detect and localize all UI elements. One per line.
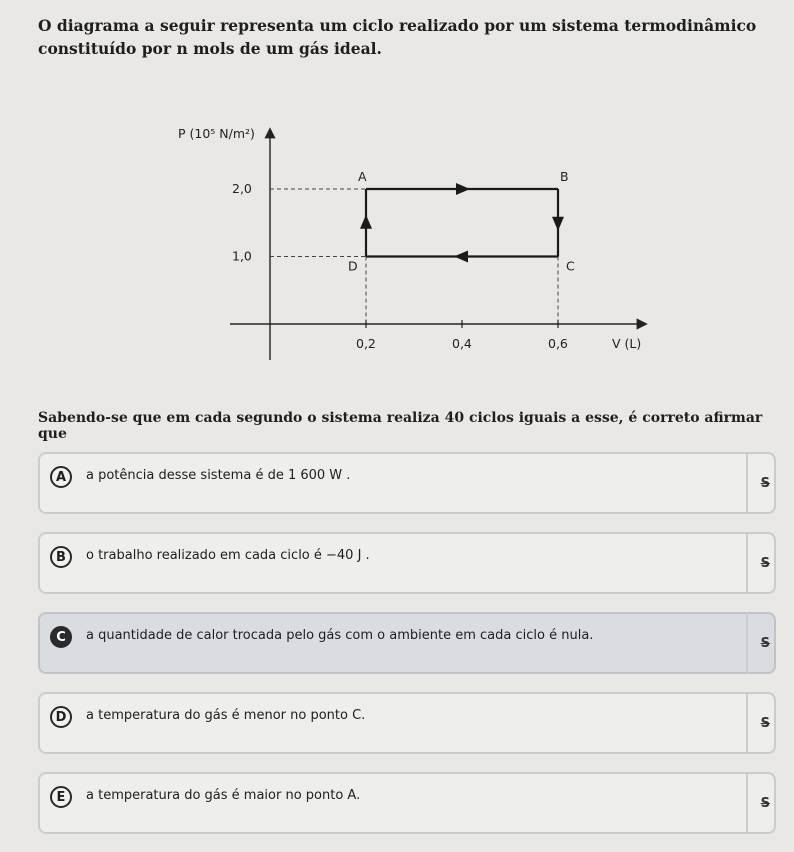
option-text-b: o trabalho realizado em cada ciclo é −40 J . (86, 548, 370, 563)
option-letter-c: C (50, 626, 72, 648)
point-label-a: A (358, 169, 367, 184)
strike-panel-b[interactable] (746, 532, 776, 594)
strike-panel-c[interactable] (746, 612, 776, 674)
strikethrough-icon[interactable]: S (760, 716, 770, 731)
option-a[interactable] (38, 452, 776, 514)
option-letter-d: D (50, 706, 72, 728)
y-tick-label: 2,0 (232, 181, 252, 196)
prompt-text: Sabendo-se que em cada segundo o sistema realiza 40 ciclos iguais a esse, é correto afirmar que (38, 410, 763, 442)
x-tick-label: 0,6 (548, 336, 568, 351)
y-tick-label: 1,0 (232, 248, 252, 264)
option-d[interactable] (38, 692, 776, 754)
pv-diagram (160, 120, 660, 370)
option-c[interactable] (38, 612, 776, 674)
options-list (38, 452, 776, 852)
strikethrough-icon[interactable]: S (760, 796, 770, 811)
option-text-c: a quantidade de calor trocada pelo gás com o ambiente em cada ciclo é nula. (86, 628, 594, 643)
x-axis-label: V (L) (612, 336, 642, 351)
y-axis-label: P (10⁵ N/m²) (178, 126, 255, 141)
direction-arrow (454, 251, 468, 263)
option-letter-a: A (50, 466, 72, 488)
strikethrough-icon[interactable]: S (760, 556, 770, 571)
strike-panel-d[interactable] (746, 692, 776, 754)
x-tick-label: 0,4 (452, 336, 472, 351)
strikethrough-icon[interactable]: S (760, 476, 770, 491)
strike-panel-a[interactable] (746, 452, 776, 514)
option-text-e: a temperatura do gás é maior no ponto A. (86, 788, 361, 803)
direction-arrow (360, 215, 372, 229)
direction-arrow (552, 217, 564, 231)
option-letter-e: E (50, 786, 72, 808)
option-text-d: a temperatura do gás é menor no ponto C. (86, 708, 366, 723)
option-text-a: a potência desse sistema é de 1 600 W . (86, 468, 351, 483)
point-label-b: B (560, 169, 569, 184)
x-tick-label: 0,2 (356, 336, 376, 351)
question-text: O diagrama a seguir representa um ciclo realizado por um sistema termodinâmico constituído por n mols de um gás ideal. (38, 16, 757, 58)
strike-panel-e[interactable] (746, 772, 776, 834)
direction-arrow (456, 183, 470, 195)
option-e[interactable] (38, 772, 776, 834)
strikethrough-icon[interactable]: S (760, 636, 770, 651)
option-letter-b: B (50, 546, 72, 568)
point-label-c: C (566, 258, 575, 274)
option-b[interactable] (38, 532, 776, 594)
point-label-d: D (348, 258, 358, 274)
